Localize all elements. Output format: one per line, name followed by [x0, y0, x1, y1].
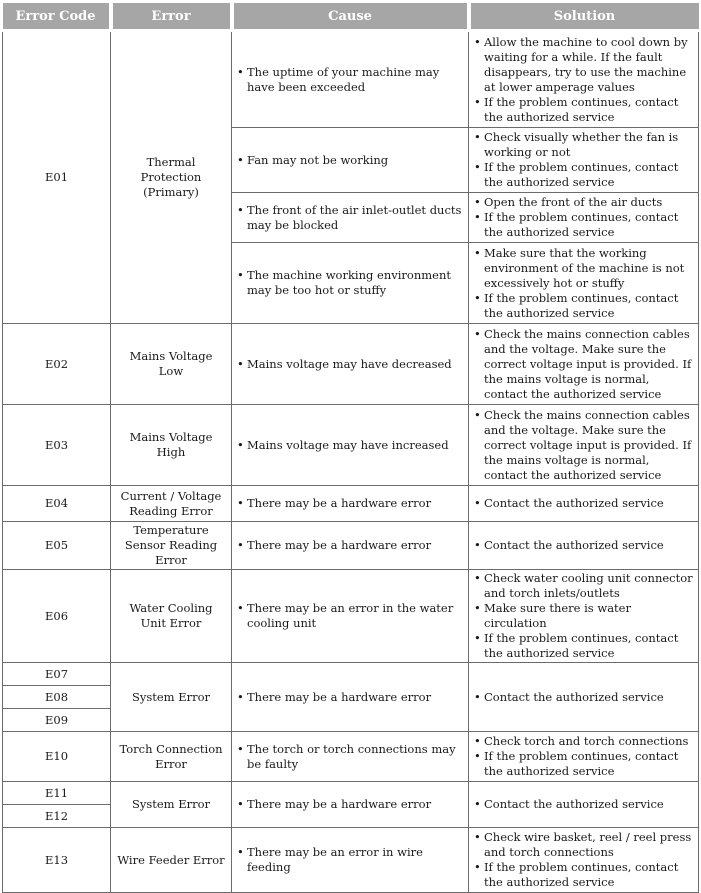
cause-item: • Mains voltage may have decreased — [236, 357, 464, 372]
solution-cell — [469, 828, 699, 893]
cause-cell — [232, 243, 469, 324]
error-code-cell: E09 — [3, 709, 111, 732]
solution-item: • If the problem continues, contact the authorized service — [473, 291, 694, 321]
cause-cell — [232, 405, 469, 486]
error-name-cell: System Error — [111, 782, 232, 828]
error-code-cell: E06 — [3, 570, 111, 663]
cause-item: • There may be a hardware error — [236, 538, 464, 553]
cause-cell — [232, 732, 469, 782]
cause-cell — [232, 782, 469, 828]
header-error-code: Error Code — [3, 3, 111, 31]
table-row — [3, 828, 699, 893]
table-row — [3, 782, 699, 805]
cause-cell — [232, 828, 469, 893]
solution-item: • Make sure that the working environment of the machine is not excessively hot or stuffy — [473, 246, 694, 291]
error-name-cell — [111, 31, 232, 324]
header-solution: Solution — [469, 3, 699, 31]
table-row — [3, 486, 699, 522]
error-name-cell: Temperature Sensor Reading Error — [111, 522, 232, 570]
error-name-text: Water Cooling Unit Error — [129, 601, 213, 630]
solution-cell — [469, 243, 699, 324]
cause-item: • The uptime of your machine may have been exceeded — [236, 65, 464, 95]
cause-cell — [232, 31, 469, 128]
solution-cell — [469, 324, 699, 405]
cause-item: • There may be an error in wire feeding — [236, 845, 464, 875]
error-code-cell: E01 — [3, 31, 111, 324]
solution-cell — [469, 522, 699, 570]
cause-item: • Fan may not be working — [236, 153, 464, 168]
cause-item: • There may be a hardware error — [236, 690, 464, 705]
cause-cell — [232, 663, 469, 732]
error-name-cell: Wire Feeder Error — [111, 828, 232, 893]
cause-item: • The machine working environment may be too hot or stuffy — [236, 268, 464, 298]
solution-cell — [469, 782, 699, 828]
error-name-text: Thermal Protection (Primary) — [140, 155, 202, 199]
solution-item: • Allow the machine to cool down by waiting for a while. If the fault disappears, try to use the machine at lower amperage values — [473, 35, 694, 95]
header-error: Error — [111, 3, 232, 31]
solution-item: • Contact the authorized service — [473, 538, 694, 553]
solution-item: • Check water cooling unit connector and torch inlets/outlets — [473, 571, 694, 601]
solution-cell — [469, 128, 699, 193]
cause-cell — [232, 128, 469, 193]
cause-cell — [232, 324, 469, 405]
solution-item: • If the problem continues, contact the authorized service — [473, 210, 694, 240]
error-code-cell: E13 — [3, 828, 111, 893]
solution-item: • Contact the authorized service — [473, 690, 694, 705]
error-name-cell: Torch Connection Error — [111, 732, 232, 782]
solution-cell — [469, 405, 699, 486]
solution-item: • Check wire basket, reel / reel press and torch connections — [473, 830, 694, 860]
error-name-cell — [111, 405, 232, 486]
cause-item: • There may be a hardware error — [236, 496, 464, 511]
error-code-cell: E03 — [3, 405, 111, 486]
solution-item: • If the problem continues, contact the authorized service — [473, 631, 694, 661]
solution-cell — [469, 663, 699, 732]
table-header-row — [3, 3, 699, 31]
error-code-cell: E08 — [3, 686, 111, 709]
error-name-cell: System Error — [111, 663, 232, 732]
solution-item: • Open the front of the air ducts — [473, 195, 694, 210]
cause-cell — [232, 193, 469, 243]
error-name-text: Mains Voltage Low — [129, 349, 213, 378]
table-row — [3, 324, 699, 405]
table-row — [3, 522, 699, 570]
cause-item: • There may be a hardware error — [236, 797, 464, 812]
solution-item: • If the problem continues, contact the authorized service — [473, 860, 694, 890]
error-code-cell: E05 — [3, 522, 111, 570]
solution-item: • If the problem continues, contact the authorized service — [473, 749, 694, 779]
table-row — [3, 31, 699, 128]
cause-cell — [232, 522, 469, 570]
solution-cell — [469, 486, 699, 522]
error-name-cell — [111, 324, 232, 405]
solution-item: • If the problem continues, contact the authorized service — [473, 95, 694, 125]
solution-cell — [469, 570, 699, 663]
cause-item: • Mains voltage may have increased — [236, 438, 464, 453]
error-code-cell: E07 — [3, 663, 111, 686]
cause-item: • The front of the air inlet-outlet ducts may be blocked — [236, 203, 464, 233]
solution-cell — [469, 31, 699, 128]
cause-cell — [232, 570, 469, 663]
error-name-cell — [111, 570, 232, 663]
error-code-cell: E10 — [3, 732, 111, 782]
error-name-cell: Current / Voltage Reading Error — [111, 486, 232, 522]
solution-item: • Contact the authorized service — [473, 797, 694, 812]
cause-item: • The torch or torch connections may be faulty — [236, 742, 464, 772]
error-name-text: Mains Voltage High — [129, 430, 213, 459]
table-row — [3, 732, 699, 782]
solution-cell — [469, 193, 699, 243]
header-cause: Cause — [232, 3, 469, 31]
error-code-cell: E04 — [3, 486, 111, 522]
table-row — [3, 570, 699, 663]
solution-item: • Contact the authorized service — [473, 496, 694, 511]
cause-cell — [232, 486, 469, 522]
error-code-table — [2, 3, 699, 893]
solution-item: • Check the mains connection cables and the voltage. Make sure the correct voltage input is provided. If the mains voltage is normal, contact the authorized service — [473, 327, 694, 402]
solution-cell — [469, 732, 699, 782]
solution-item: • Check visually whether the fan is working or not — [473, 130, 694, 160]
table-row — [3, 663, 699, 686]
solution-item: • Make sure there is water circulation — [473, 601, 694, 631]
error-code-cell: E11 — [3, 782, 111, 805]
error-code-cell: E02 — [3, 324, 111, 405]
cause-item: • There may be an error in the water cooling unit — [236, 601, 464, 631]
solution-item: • If the problem continues, contact the authorized service — [473, 160, 694, 190]
error-code-cell: E12 — [3, 805, 111, 828]
solution-item: • Check torch and torch connections — [473, 734, 694, 749]
solution-item: • Check the mains connection cables and the voltage. Make sure the correct voltage input is provided. If the mains voltage is normal, contact the authorized service — [473, 408, 694, 483]
table-row — [3, 405, 699, 486]
